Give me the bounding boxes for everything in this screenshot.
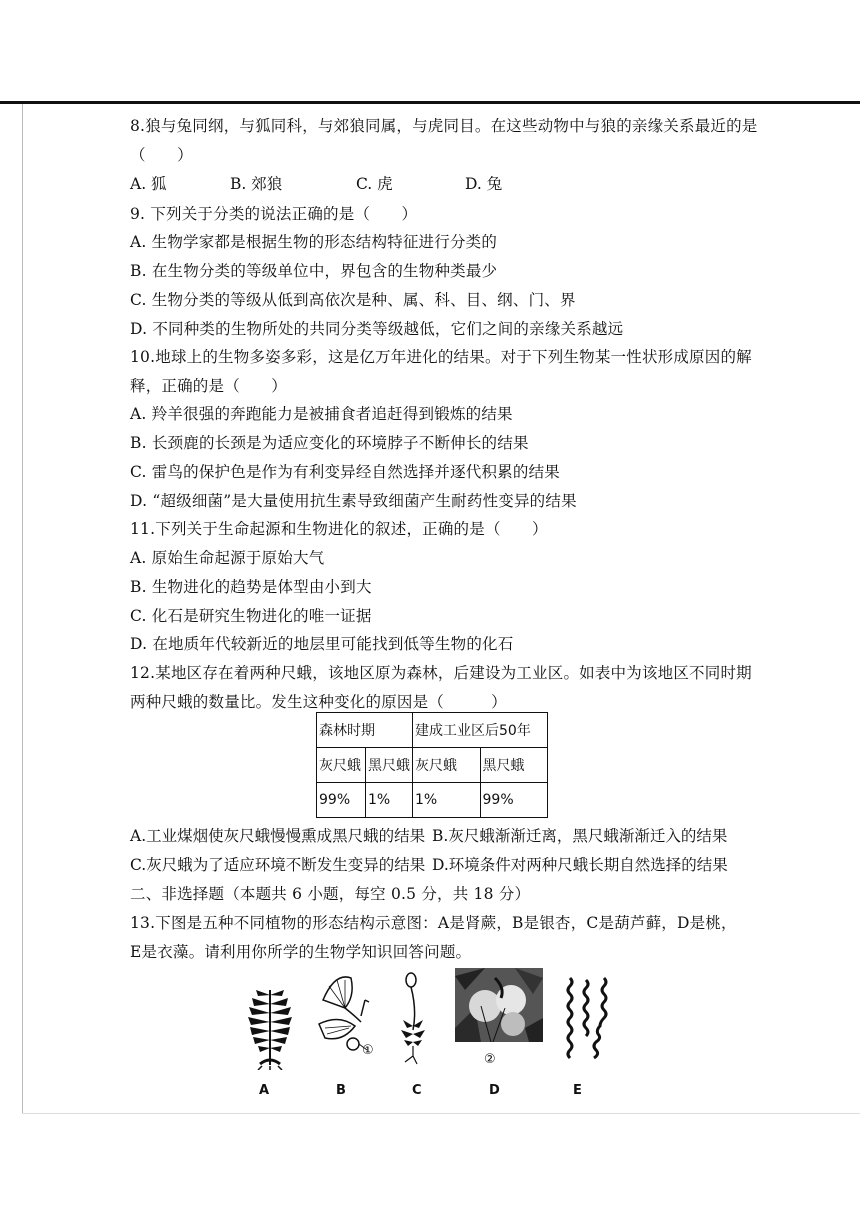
- q10-stem-line2: 释，正确的是（ ）: [130, 377, 288, 395]
- ginkgo-figure-b: [315, 972, 385, 1064]
- table-row: [317, 748, 548, 783]
- table-cell-value: 1%: [413, 783, 481, 818]
- left-margin-rule: [22, 104, 23, 1114]
- figure-label-c: C: [412, 1083, 422, 1098]
- table-row: [317, 713, 548, 748]
- q8-option-d: D. 兔: [465, 175, 503, 193]
- q12-stem-line1: 12.某地区存在着两种尺蛾，该地区原为森林，后建设为工业区。如表中为该地区不同时期: [130, 664, 752, 682]
- q10-option-d: D. “超级细菌”是大量使用抗生素导致细菌产生耐药性变异的结果: [130, 492, 577, 510]
- table-cell-period-industrial: 建成工业区后50年: [413, 713, 548, 748]
- table-cell-header: 黑尺蛾: [480, 748, 548, 783]
- moth-ratio-table: [316, 712, 548, 818]
- table-cell-value: 1%: [366, 783, 413, 818]
- q9-option-c: C. 生物分类的等级从低到高依次是种、属、科、目、纲、门、界: [130, 291, 576, 309]
- q10-option-c: C. 雷鸟的保护色是作为有利变异经自然选择并逐代积累的结果: [130, 463, 560, 481]
- q12-option-c: C.灰尺蛾为了适应环境不断发生变异的结果: [130, 856, 426, 874]
- q8-option-a: A. 狐: [130, 175, 167, 193]
- top-rule: [0, 101, 860, 104]
- q8-option-b: B. 郊狼: [230, 175, 283, 193]
- q10-option-b: B. 长颈鹿的长颈是为适应变化的环境脖子不断伸长的结果: [130, 434, 529, 452]
- marker-1: ①: [362, 1043, 374, 1058]
- q10-option-a: A. 羚羊很强的奔跑能力是被捕食者追赶得到锻炼的结果: [130, 405, 513, 423]
- q11-option-c: C. 化石是研究生物进化的唯一证据: [130, 607, 372, 625]
- q12-option-b: B.灰尺蛾渐渐迁离，黑尺蛾渐渐迁入的结果: [432, 827, 728, 845]
- figure-label-e: E: [573, 1083, 582, 1098]
- q13-stem-line1: 13.下图是五种不同植物的形态结构示意图：A是肾蕨，B是银杏，C是葫芦藓，D是桃，: [130, 914, 737, 932]
- table-cell-header: 黑尺蛾: [366, 748, 413, 783]
- algae-figure-e: [560, 974, 614, 1066]
- figure-label-b: B: [336, 1083, 346, 1098]
- q11-option-b: B. 生物进化的趋势是体型由小到大: [130, 578, 372, 596]
- q9-option-a: A. 生物学家都是根据生物的形态结构特征进行分类的: [130, 233, 498, 251]
- q9-option-d: D. 不同种类的生物所处的共同分类等级越低，它们之间的亲缘关系越远: [130, 320, 624, 338]
- q10-stem-line1: 10.地球上的生物多姿多彩，这是亿万年进化的结果。对于下列生物某一性状形成原因的解: [130, 348, 752, 366]
- peach-figure-d: [455, 968, 543, 1042]
- q8-paren: （ ）: [130, 146, 193, 164]
- fern-figure-a: [240, 980, 300, 1070]
- q11-option-d: D. 在地质年代较新近的地层里可能找到低等生物的化石: [130, 635, 514, 653]
- table-cell-header: 灰尺蛾: [317, 748, 366, 783]
- table-cell-header: 灰尺蛾: [413, 748, 481, 783]
- table-row: [317, 783, 548, 818]
- q9-stem: 9. 下列关于分类的说法正确的是（ ）: [130, 205, 418, 223]
- figure-label-a: A: [259, 1083, 270, 1098]
- q8-stem: 8.狼与兔同纲，与狐同科，与郊狼同属，与虎同目。在这些动物中与狼的亲缘关系最近的是: [130, 117, 758, 135]
- table-cell-period-forest: 森林时期: [317, 713, 413, 748]
- table-cell-value: 99%: [317, 783, 366, 818]
- q8-option-c: C. 虎: [356, 175, 393, 193]
- q12-stem-line2: 两种尺蛾的数量比。发生这种变化的原因是（ ）: [130, 693, 507, 711]
- q13-stem-line2: E是衣藻。请利用你所学的生物学知识回答问题。: [130, 943, 472, 961]
- q11-option-a: A. 原始生命起源于原始大气: [130, 549, 325, 567]
- q9-option-b: B. 在生物分类的等级单位中，界包含的生物种类最少: [130, 262, 498, 280]
- q12-option-a: A.工业煤烟使灰尺蛾慢慢熏成黑尺蛾的结果: [130, 827, 426, 845]
- moss-figure-c: [395, 970, 435, 1066]
- table-cell-value: 99%: [480, 783, 548, 818]
- q11-stem: 11.下列关于生命起源和生物进化的叙述，正确的是（ ）: [130, 520, 548, 538]
- q12-option-d: D.环境条件对两种尺蛾长期自然选择的结果: [432, 856, 728, 874]
- bottom-rule: [22, 1113, 860, 1114]
- marker-2: ②: [484, 1052, 496, 1067]
- figure-label-d: D: [489, 1083, 500, 1098]
- section2-title: 二、非选择题（本题共 6 小题，每空 0.5 分，共 18 分）: [130, 885, 531, 903]
